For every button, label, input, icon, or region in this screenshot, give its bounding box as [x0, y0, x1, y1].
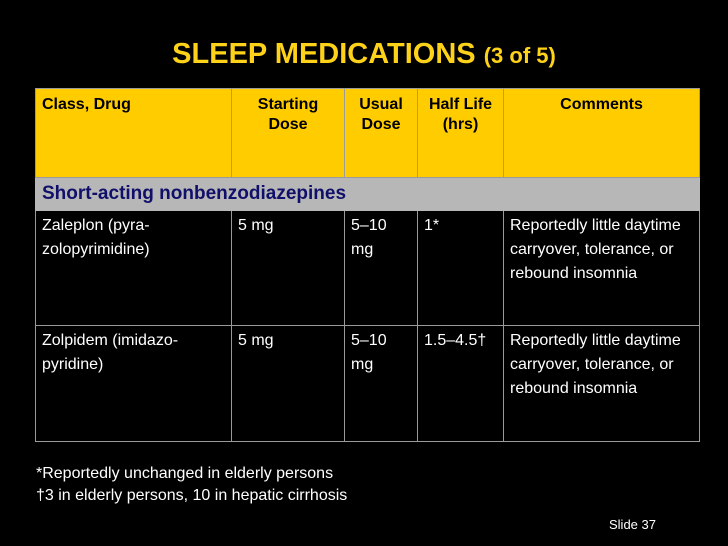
footnote-asterisk: *Reportedly unchanged in elderly persons — [36, 465, 334, 482]
header-class-drug: Class, Drug — [36, 89, 232, 178]
slide-title — [0, 38, 728, 71]
cell-usual-dose: 5–10 mg — [345, 210, 418, 326]
title-sub: (3 of 5) — [483, 43, 556, 68]
header-usual-dose: Usual Dose — [345, 89, 418, 178]
cell-comments: Reportedly little daytime carryover, tolerance, or rebound insomnia — [504, 326, 700, 442]
footnote-dagger: †3 in elderly persons, 10 in hepatic cirrhosis — [36, 487, 348, 504]
footnotes — [36, 463, 347, 507]
title-main: SLEEP MEDICATIONS — [172, 38, 476, 70]
header-half-life: Half Life (hrs) — [418, 89, 504, 178]
cell-starting-dose: 5 mg — [232, 210, 345, 326]
table-row — [36, 326, 700, 442]
header-starting-dose: Starting Dose — [232, 89, 345, 178]
cell-drug: Zaleplon (pyra-zolopyrimidine) — [36, 210, 232, 326]
cell-drug: Zolpidem (imidazo-pyridine) — [36, 326, 232, 442]
section-label: Short-acting nonbenzodiazepines — [36, 177, 700, 210]
table-header-row — [36, 89, 700, 178]
section-row — [36, 177, 700, 210]
medications-table — [35, 88, 700, 442]
cell-half-life: 1.5–4.5† — [418, 326, 504, 442]
cell-starting-dose: 5 mg — [232, 326, 345, 442]
slide-number: Slide 37 — [609, 517, 656, 532]
header-comments: Comments — [504, 89, 700, 178]
cell-comments: Reportedly little daytime carryover, tolerance, or rebound insomnia — [504, 210, 700, 326]
cell-usual-dose: 5–10 mg — [345, 326, 418, 442]
cell-half-life: 1* — [418, 210, 504, 326]
table-row — [36, 210, 700, 326]
